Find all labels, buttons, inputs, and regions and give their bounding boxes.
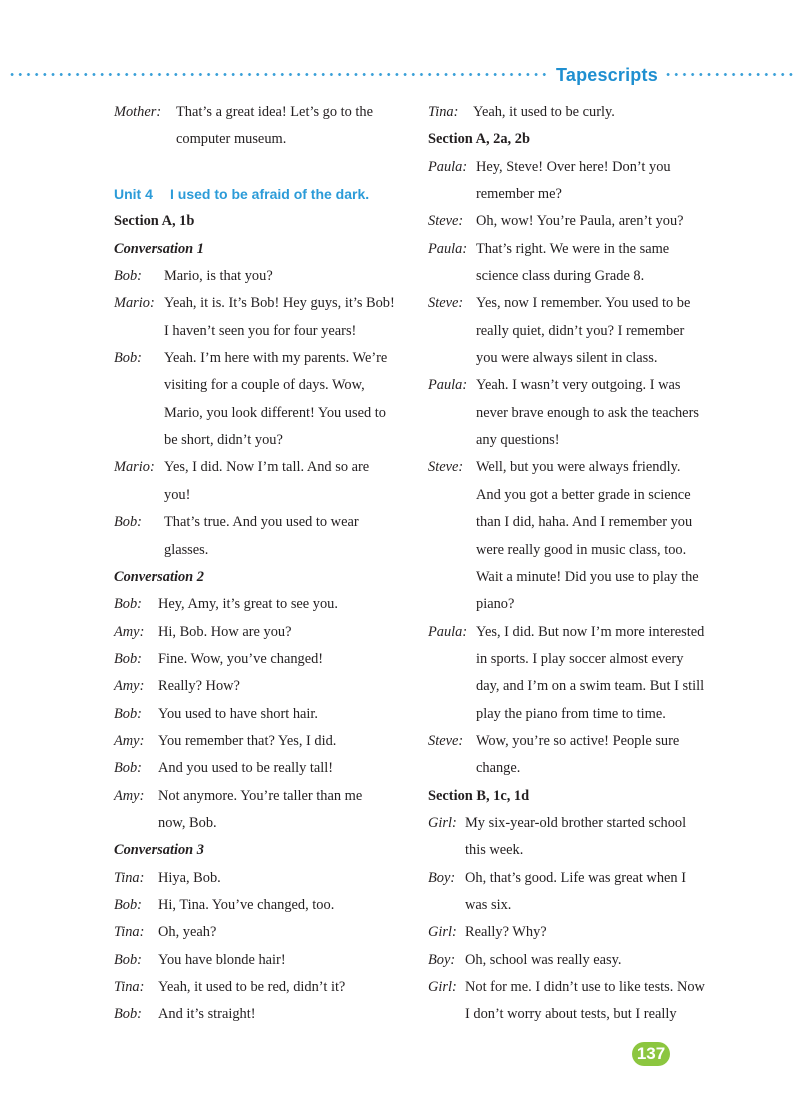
dialogue-line (114, 783, 414, 810)
dialogue-line (428, 372, 728, 399)
utterance: piano? (476, 596, 515, 613)
unit-name: I used to be afraid of the dark. (170, 186, 370, 203)
utterance: Fine. Wow, you’ve changed! (158, 650, 324, 667)
dialogue-line (114, 99, 414, 126)
speaker: Girl: (428, 924, 457, 941)
conversation-heading: Conversation 3 (114, 842, 204, 859)
dialogue-line (428, 318, 728, 345)
dialogue-line (114, 290, 414, 317)
dialogue-line (428, 619, 728, 646)
utterance: you were always silent in class. (476, 350, 658, 367)
speaker: Mario: (114, 459, 155, 476)
dialogue-line (114, 673, 414, 700)
utterance: You remember that? Yes, I did. (158, 732, 337, 749)
utterance: you! (164, 486, 191, 503)
utterance: Yeah, it is. It’s Bob! Hey guys, it’s Bob! (164, 295, 395, 312)
speaker: Mother: (114, 104, 162, 120)
dialogue-line (114, 454, 414, 481)
utterance: That’s true. And you used to wear (164, 514, 359, 531)
dialogue-line (114, 919, 414, 946)
utterance: Yeah. I wasn’t very outgoing. I was (476, 377, 681, 394)
dialogue-line (428, 537, 728, 564)
utterance: visiting for a couple of days. Wow, (164, 377, 365, 394)
dialogue-line (428, 263, 728, 290)
speaker: Tina: (428, 104, 459, 120)
utterance: now, Bob. (158, 814, 217, 831)
dialogue-line (114, 947, 414, 974)
utterance: Really? Why? (465, 924, 547, 941)
utterance: Hi, Bob. How are you? (158, 623, 292, 640)
utterance: And you got a better grade in science (476, 486, 691, 503)
speaker: Amy: (114, 787, 145, 804)
unit-number: Unit 4 (114, 186, 153, 203)
utterance: day, and I’m on a swim team. But I still (476, 678, 705, 695)
utterance: Mario, is that you? (164, 268, 273, 285)
utterance: Yes, I did. But now I’m more interested (476, 623, 705, 640)
utterance: Not for me. I didn’t use to like tests. Now (465, 979, 705, 995)
speaker: Tina: (114, 924, 145, 941)
page-header-title: Tapescripts (556, 65, 658, 85)
speaker: Steve: (428, 213, 464, 230)
dialogue-line (114, 345, 414, 372)
utterance: really quiet, didn’t you? I remember (476, 322, 685, 339)
dialogue-line (428, 673, 728, 700)
dialogue-line (428, 865, 728, 892)
speaker: Bob: (114, 896, 142, 913)
dialogue-line (114, 810, 414, 837)
speaker: Tina: (114, 979, 145, 995)
utterance: remember me? (476, 186, 562, 203)
speaker: Paula: (428, 158, 468, 175)
utterance: Hi, Tina. You’ve changed, too. (158, 896, 335, 913)
section-heading: Section A, 2a, 2b (428, 131, 530, 148)
speaker: Bob: (114, 268, 142, 285)
speaker: Bob: (114, 650, 142, 667)
speaker: Amy: (114, 623, 145, 640)
dialogue-line (114, 372, 414, 399)
dialogue-line (428, 564, 728, 591)
utterance: change. (476, 760, 521, 777)
utterance: Yeah, it used to be red, didn’t it? (158, 979, 346, 995)
utterance: computer museum. (176, 131, 287, 148)
utterance: And it’s straight! (158, 1006, 256, 1023)
utterance: I haven’t seen you for four years! (164, 322, 357, 339)
dialogue-line (428, 290, 728, 317)
speaker: Paula: (428, 377, 468, 394)
dialogue-line (114, 728, 414, 755)
speaker: Bob: (114, 705, 142, 722)
dialogue-line (114, 126, 414, 153)
utterance: Not anymore. You’re taller than me (158, 787, 363, 804)
utterance: never brave enough to ask the teachers (476, 404, 699, 421)
utterance: Oh, that’s good. Life was great when I (465, 869, 686, 886)
speaker: Steve: (428, 459, 464, 476)
dialogue-line (114, 427, 414, 454)
utterance: Yeah. I’m here with my parents. We’re (164, 350, 388, 367)
dialogue-line (428, 345, 728, 372)
speaker: Girl: (428, 814, 457, 831)
utterance: Wait a minute! Did you use to play the (476, 568, 699, 585)
utterance: Wow, you’re so active! People sure (476, 732, 680, 749)
utterance: And you used to be really tall! (158, 760, 334, 777)
dialogue-line (428, 892, 728, 919)
speaker: Bob: (114, 760, 142, 777)
utterance: Hiya, Bob. (158, 869, 221, 886)
dialogue-line (428, 454, 728, 481)
dialogue-line (114, 892, 414, 919)
speaker: Bob: (114, 350, 142, 367)
dialogue-line (114, 400, 414, 427)
dialogue-line (428, 646, 728, 673)
dialogue-line (114, 619, 414, 646)
utterance: Hey, Amy, it’s great to see you. (158, 596, 338, 613)
dialogue-line (428, 919, 728, 946)
unit-title (114, 181, 414, 208)
utterance: Oh, yeah? (158, 924, 217, 941)
dialogue-line (114, 537, 414, 564)
header-dotted-rule-left (8, 73, 548, 76)
dialogue-line (428, 181, 728, 208)
dialogue-line (428, 427, 728, 454)
utterance: My six-year-old brother started school (465, 814, 687, 831)
dialogue-line (114, 646, 414, 673)
utterance: Yeah, it used to be curly. (473, 104, 615, 120)
speaker: Tina: (114, 869, 145, 886)
utterance: Well, but you were always friendly. (476, 459, 681, 476)
dialogue-line (428, 728, 728, 755)
speaker: Mario: (114, 295, 155, 312)
dialogue-line (114, 974, 414, 1001)
dialogue-line (428, 947, 728, 974)
utterance: science class during Grade 8. (476, 268, 645, 285)
utterance: That’s right. We were in the same (476, 240, 670, 257)
dialogue-line (114, 865, 414, 892)
utterance: Mario, you look different! You used to (164, 404, 386, 421)
speaker: Bob: (114, 596, 142, 613)
utterance: Oh, wow! You’re Paula, aren’t you? (476, 213, 684, 230)
speaker: Boy: (428, 951, 456, 968)
speaker: Steve: (428, 295, 464, 312)
utterance: Really? How? (158, 678, 240, 695)
conversation-heading: Conversation 2 (114, 568, 204, 585)
utterance: play the piano from time to time. (476, 705, 666, 722)
utterance: were really good in music class, too. (476, 541, 687, 558)
section-heading: Section A, 1b (114, 213, 195, 230)
dialogue-line (114, 701, 414, 728)
page-number-badge: 137 (632, 1042, 670, 1066)
dialogue-line (114, 509, 414, 536)
utterance: be short, didn’t you? (164, 432, 283, 449)
dialogue-line (114, 318, 414, 345)
speaker: Bob: (114, 514, 142, 531)
dialogue-line (428, 154, 728, 181)
left-column (114, 99, 414, 1029)
utterance: glasses. (164, 541, 209, 558)
dialogue-line (114, 482, 414, 509)
utterance: Oh, school was really easy. (465, 951, 622, 968)
header-dotted-rule-right (664, 73, 794, 76)
dialogue-line (428, 974, 728, 1001)
utterance: That’s a great idea! Let’s go to the (176, 104, 373, 120)
dialogue-line (428, 701, 728, 728)
speaker: Paula: (428, 623, 468, 640)
dialogue-line (428, 400, 728, 427)
dialogue-line (428, 208, 728, 235)
speaker: Amy: (114, 732, 145, 749)
dialogue-line (114, 263, 414, 290)
dialogue-line (428, 509, 728, 536)
speaker: Amy: (114, 678, 145, 695)
section-heading: Section B, 1c, 1d (428, 787, 530, 804)
dialogue-line (428, 99, 728, 126)
utterance: Hey, Steve! Over here! Don’t you (476, 158, 671, 175)
utterance: than I did, haha. And I remember you (476, 514, 693, 531)
utterance: Yes, I did. Now I’m tall. And so are (164, 459, 370, 476)
utterance: this week. (465, 842, 524, 859)
utterance: was six. (465, 896, 512, 913)
speaker: Girl: (428, 979, 457, 995)
utterance: any questions! (476, 432, 560, 449)
speaker: Bob: (114, 1006, 142, 1023)
speaker: Paula: (428, 240, 468, 257)
utterance: Yes, now I remember. You used to be (476, 295, 691, 312)
spacer (114, 154, 414, 181)
dialogue-line (428, 236, 728, 263)
speaker: Boy: (428, 869, 456, 886)
dialogue-line (114, 1001, 414, 1028)
dialogue-line (428, 482, 728, 509)
speaker: Bob: (114, 951, 142, 968)
dialogue-line (428, 1001, 728, 1028)
dialogue-line (114, 755, 414, 782)
right-column (428, 99, 728, 1029)
dialogue-line (428, 810, 728, 837)
conversation-heading: Conversation 1 (114, 240, 204, 257)
dialogue-line (428, 755, 728, 782)
dialogue-line (428, 837, 728, 864)
dialogue-line (428, 591, 728, 618)
utterance: You used to have short hair. (158, 705, 319, 722)
utterance: You have blonde hair! (158, 951, 286, 968)
dialogue-line (114, 591, 414, 618)
utterance: I don’t worry about tests, but I really (465, 1006, 677, 1023)
utterance: in sports. I play soccer almost every (476, 650, 684, 667)
speaker: Steve: (428, 732, 464, 749)
